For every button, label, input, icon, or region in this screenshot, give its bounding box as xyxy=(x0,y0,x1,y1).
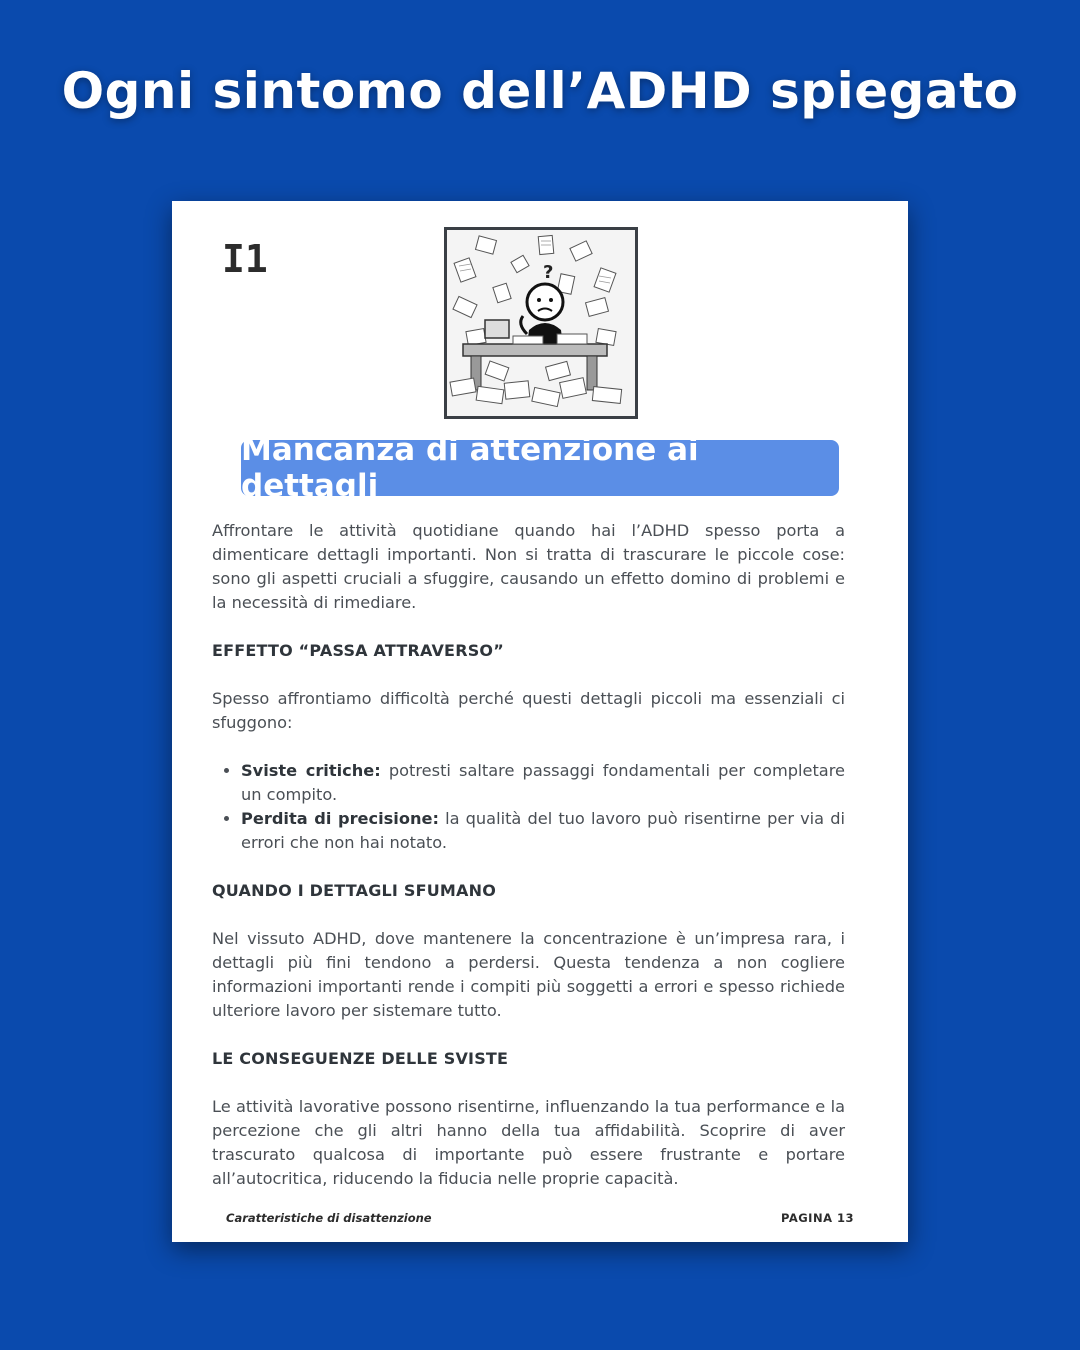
intro-paragraph: Affrontare le attività quotidiane quando hai l’ADHD spesso porta a dimenticare dettagli importanti. Non si tratta di trascurare le piccole cose: sono gli aspetti cruciali a sfuggire, causando un effetto domino di problemi e la necessità di rimediare. xyxy=(212,521,845,612)
footer-page-number: PAGINA 13 xyxy=(780,1211,854,1225)
overwhelmed-person-at-desk-icon xyxy=(444,227,638,419)
heading-conseguenze: LE CONSEGUENZE DELLE SVISTE xyxy=(212,1049,509,1068)
heading-dettagli-sfumano: QUANDO I DETTAGLI SFUMANO xyxy=(212,881,496,900)
paragraph-passa-attraverso: Spesso affrontiamo difficoltà perché questi dettagli piccoli ma essenziali ci sfuggono: xyxy=(212,689,845,732)
paragraph-dettagli-sfumano: Nel vissuto ADHD, dove mantenere la concentrazione è un’impresa rara, i dettagli più fini tendono a perdersi. Questa tendenza a non cogliere informazioni importanti rende i compiti più soggetti a errori e spesso richiede ulteriore lavoro per sistemare tutto. xyxy=(212,929,845,1020)
bullet-list xyxy=(212,759,845,855)
section-code: I1 xyxy=(222,237,268,281)
document-page xyxy=(172,201,908,1242)
heading-passa-attraverso: EFFETTO “PASSA ATTRAVERSO” xyxy=(212,641,504,660)
body-text xyxy=(212,519,845,1191)
headline: Ogni sintomo dell’ADHD spiegato xyxy=(61,62,1019,120)
list-item: • Perdita di precisione: la qualità del tuo lavoro può risentirne per via di errori che non hai notato. xyxy=(241,807,845,855)
list-item: • Sviste critiche: potresti saltare passaggi fondamentali per completare un compito. xyxy=(241,759,845,807)
svg-text:?: ? xyxy=(543,262,554,283)
section-title: Mancanza di attenzione ai dettagli xyxy=(241,432,699,504)
footer-chapter: Caratteristiche di disattenzione xyxy=(226,1211,432,1225)
section-title-banner xyxy=(241,432,839,504)
paragraph-conseguenze: Le attività lavorative possono risentirne, influenzando la tua performance e la percezione che gli altri hanno della tua affidabilità. Scoprire di aver trascurato qualcosa di importante può essere frustrante e portare all’autocritica, riducendo la fiducia nelle proprie capacità. xyxy=(212,1097,845,1188)
